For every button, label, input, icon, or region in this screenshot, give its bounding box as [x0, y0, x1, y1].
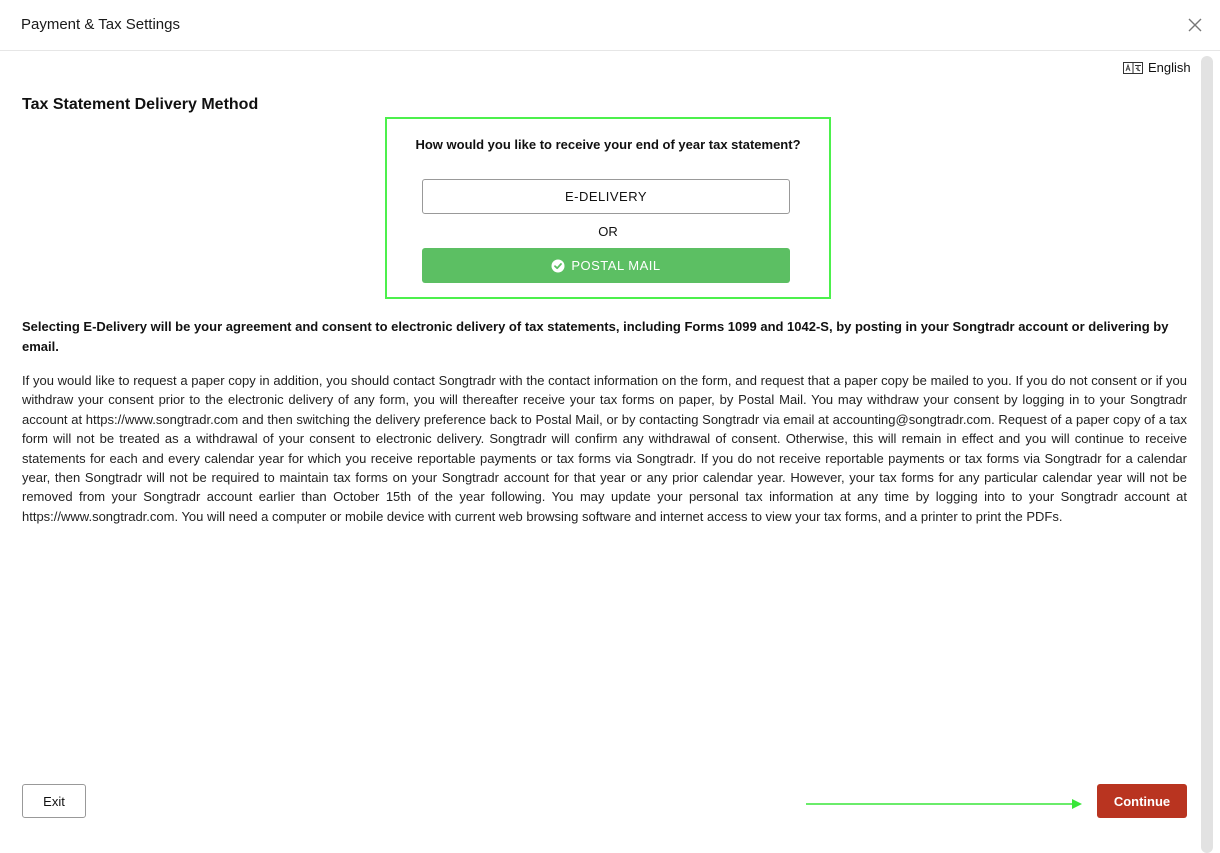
e-delivery-button[interactable]: [422, 179, 790, 214]
e-delivery-label: E-DELIVERY: [564, 189, 648, 204]
close-icon[interactable]: [1184, 14, 1206, 36]
arrow-right-icon: [806, 797, 1086, 811]
check-circle-icon: [551, 259, 565, 273]
scrollbar[interactable]: [1201, 56, 1213, 853]
postal-mail-label: POSTAL MAIL: [571, 258, 661, 273]
consent-statement: Selecting E-Delivery will be your agreement and consent to electronic delivery of tax statements, including Forms 1099 and 1042-S, by posting in your Songtradr account or delivering by email.: [22, 319, 1169, 354]
postal-mail-button[interactable]: [422, 248, 790, 283]
delivery-method-box: [385, 117, 831, 299]
section-title: Tax Statement Delivery Method: [22, 96, 259, 113]
exit-label: Exit: [43, 793, 65, 809]
or-divider: OR: [598, 224, 618, 239]
translate-icon: [1123, 62, 1143, 74]
dialog-title: Payment & Tax Settings: [21, 16, 180, 33]
exit-button[interactable]: [22, 784, 86, 818]
language-selector[interactable]: [1123, 60, 1191, 75]
language-label: English: [1148, 60, 1191, 75]
continue-label: Continue: [1113, 793, 1171, 809]
continue-button[interactable]: [1097, 784, 1187, 818]
dialog-header: [0, 0, 1220, 51]
delivery-question: How would you like to receive your end of year tax statement?: [415, 137, 801, 152]
consent-details: If you would like to request a paper copy in addition, you should contact Songtradr with the contact information on the form, and request that a paper copy be mailed to you. If you do not consent or if you withdraw your consent prior to the electronic delivery of any form, you will thereafter receive your tax forms on paper, by Postal Mail. You may withdraw your consent by logging in to your Songtradr account at https://www.songtradr.com and then switching the delivery preference back to Postal Mail, or by contacting Songtradr via email at accounting@songtradr.com. Request of a paper copy of a tax form will not be treated as a withdrawal of your consent to electronic delivery. Songtradr will confirm any withdrawal of consent. Otherwise, this will remain in effect and you will continue to receive statements for each and every calendar year for which you receive reportable payments or tax forms via Songtradr. If you do not receive reportable payments or tax forms via Songtradr for a calendar year, then Songtradr will not be required to maintain tax forms on your Songtradr account for that year or any prior calendar year. However, your tax forms for any particular calendar year will not be removed from your Songtradr account earlier than October 15th of the year following. You may update your personal tax information at any time by logging into to your Songtradr account at https://www.songtradr.com. You will need a computer or mobile device with current web browsing software and internet access to view your tax forms, and a printer to print the PDFs.: [22, 373, 1187, 524]
